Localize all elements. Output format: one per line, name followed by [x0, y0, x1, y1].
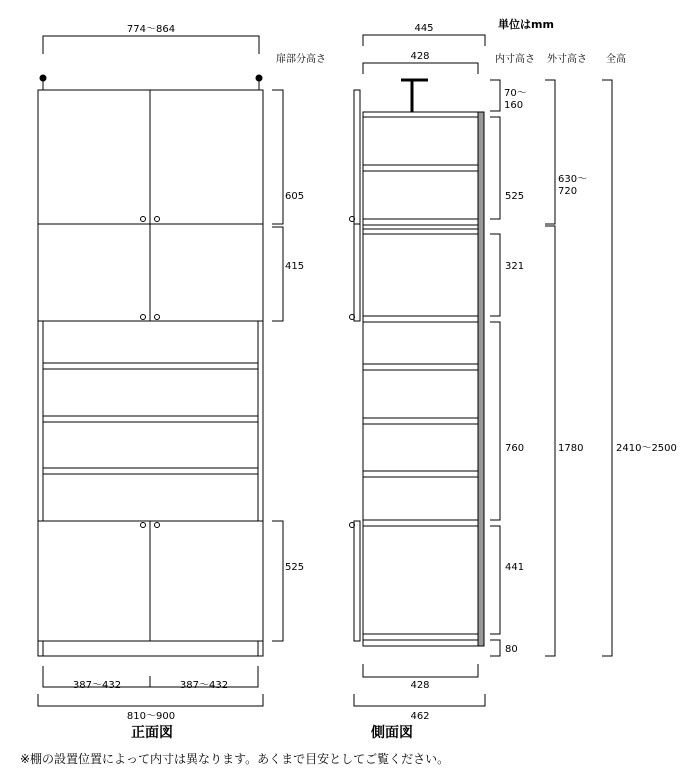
side-lower-door-profile: [354, 521, 360, 641]
door-middle-bracket: [272, 227, 283, 321]
inner-gap-top-bracket: [490, 80, 500, 111]
side-outer-depth-top-line: [363, 35, 485, 46]
door-upper-label: 605: [285, 191, 305, 202]
side-view: [350, 35, 501, 706]
knob-icon: [141, 315, 146, 320]
knob-icon: [155, 523, 160, 528]
total-height-label: 2410〜2500: [616, 443, 677, 454]
front-view: [38, 36, 283, 706]
side-inner-depth-top-label: 428: [410, 51, 430, 62]
door-middle-label: 415: [285, 261, 305, 272]
outer-lower-label: 1780: [558, 443, 584, 454]
inner-5-bracket: [490, 640, 500, 656]
door-lower-bracket: [272, 521, 283, 641]
front-right-rod-cap: [256, 75, 262, 81]
door-lower-label: 525: [285, 562, 305, 573]
front-open-shelf-section: [38, 321, 263, 521]
unit-label: 単位はmm: [498, 18, 554, 31]
side-middle-door-profile: [354, 224, 360, 321]
knob-icon: [141, 217, 146, 222]
inner-1-bracket: [490, 117, 500, 219]
front-top-width-label: 774〜864: [126, 24, 176, 35]
side-shelves: [363, 117, 478, 640]
side-total-depth-bottom-line: [354, 694, 485, 706]
inner-2-bracket: [490, 234, 500, 316]
knob-icon: [155, 217, 160, 222]
side-inner-depth-bottom-label: 428: [410, 680, 430, 691]
total-height-bracket: [602, 80, 612, 656]
inner-4-bracket: [490, 526, 500, 634]
outer-upper-label: 630〜 720: [558, 174, 588, 197]
front-total-width-label: 810〜900: [126, 711, 176, 722]
inner-1-label: 525: [505, 191, 525, 202]
side-upper-door-profile: [354, 90, 360, 224]
front-half-width-left-label: 387〜432: [72, 680, 122, 691]
header-total-height: 全高: [606, 54, 626, 65]
knob-icon: [141, 523, 146, 528]
side-view-title: 側面図: [371, 725, 413, 741]
front-half-width-right-label: 387〜432: [179, 680, 229, 691]
front-view-title: 正面図: [131, 725, 173, 741]
inner-4-label: 441: [505, 562, 525, 573]
knob-icon: [155, 315, 160, 320]
inner-3-label: 760: [505, 443, 525, 454]
side-outer-depth-top-label: 445: [414, 23, 434, 34]
side-total-depth-bottom-label: 462: [410, 711, 430, 722]
front-shelves: [43, 363, 258, 474]
side-inner-depth-top-line: [363, 63, 478, 74]
header-inner-height: 内寸高さ: [495, 54, 535, 65]
footnote: ※棚の設置位置によって内寸は異なります。あくまで目安としてご覧ください。: [20, 752, 450, 766]
outer-upper-bracket: [545, 80, 555, 224]
front-total-width-line: [38, 694, 263, 706]
inner-gap-top-label: 70〜 160: [504, 88, 527, 111]
inner-5-label: 80: [505, 644, 518, 655]
header-outer-height: 外寸高さ: [547, 54, 587, 65]
front-top-width-line: [43, 36, 259, 54]
inner-2-label: 321: [505, 261, 525, 272]
front-left-rod-cap: [40, 75, 46, 81]
outer-lower-bracket: [545, 226, 555, 656]
door-upper-bracket: [272, 90, 283, 224]
side-inner-depth-bottom-line: [363, 664, 478, 677]
inner-3-bracket: [490, 322, 500, 520]
front-base: [38, 641, 263, 656]
side-back-panel: [478, 112, 484, 646]
header-door-height: 扉部分高さ: [276, 54, 326, 65]
side-body: [363, 112, 478, 646]
